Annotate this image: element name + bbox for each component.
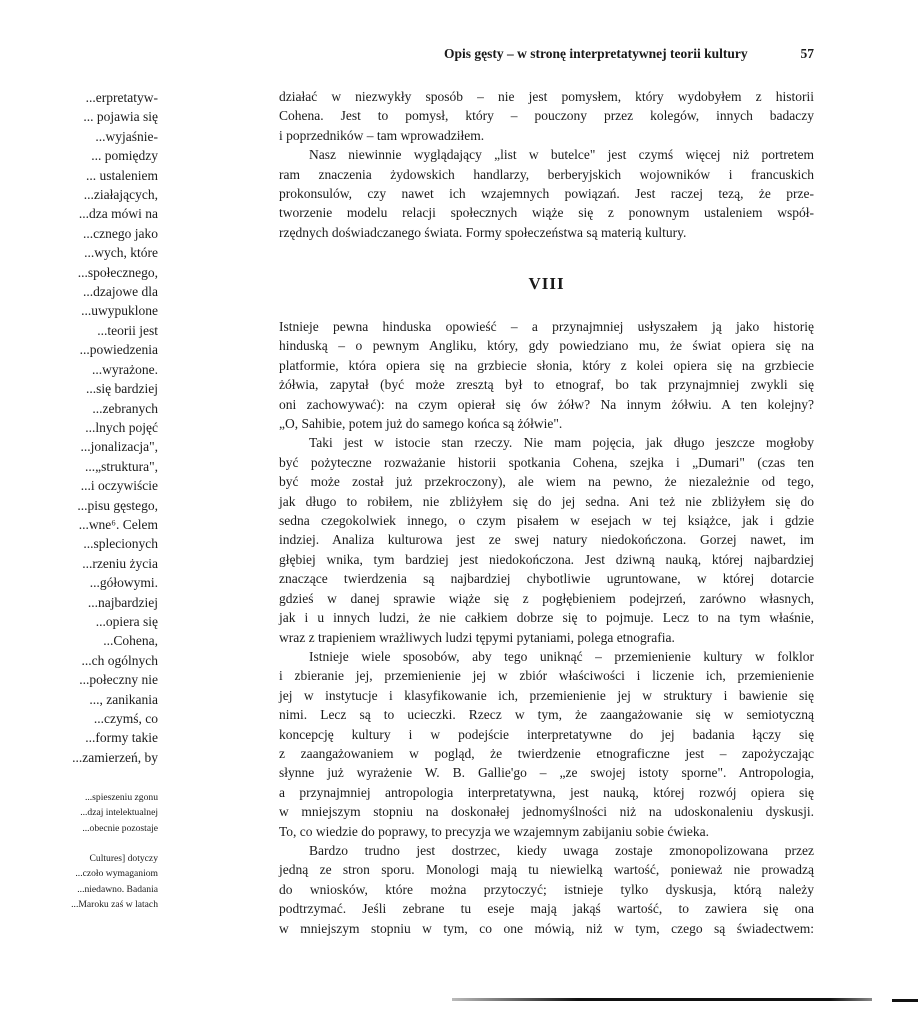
left-column-line: ...wne⁶. Celem	[78, 516, 158, 532]
left-column-line: ... pomiędzy	[91, 148, 158, 164]
text-line: Nasz niewinnie wyglądający „list w butelce" jest czymś więcej niż portretem	[309, 147, 814, 163]
page-number: 57	[800, 46, 814, 61]
left-column-line: ...Cohena,	[103, 633, 158, 649]
text-line: gdzieś w danej sprawie wiąże się z pogłębieniem podejrzeń, zarówno własnych,	[279, 590, 814, 606]
left-column-line: ...społecznego,	[77, 264, 158, 280]
bottom-rule	[452, 998, 872, 1001]
text-line: hinduską – o pewnym Angliku, który, gdy powiedziano mu, że świat opiera się na	[279, 338, 814, 354]
left-footnote-line: Cultures] dotyczy	[89, 853, 158, 865]
body-text-section	[279, 317, 814, 938]
left-column-line: ...dza mówi na	[78, 206, 158, 222]
left-column-line: ...wyjaśnie-	[95, 128, 158, 144]
text-line: żółwia, zapytał (być może zresztą był to etnograf, bo tak przynajmniej zwykli się	[279, 377, 814, 393]
text-line: „O, Sahibie, potem już do samego końca są żółwie".	[279, 416, 563, 432]
text-line: Bardzo trudno jest dostrzec, kiedy uwaga zostaje zmonopolizowana przez	[309, 842, 814, 858]
left-column-line: ...gółowymi.	[89, 575, 158, 591]
left-footnote-line	[0, 836, 158, 851]
left-footnote-line: ...obecnie pozostaje	[82, 822, 158, 834]
running-header	[444, 46, 814, 62]
left-column-line: ...wych, które	[84, 245, 158, 261]
left-column-line: ...wyrażone.	[92, 361, 158, 377]
left-column-line: ... pojawia się	[83, 109, 158, 125]
text-line: być może został już przekroczony), ale wiem na pewno, że niezależnie od tego,	[279, 474, 814, 490]
left-column-line: ...teorii jest	[97, 322, 158, 338]
left-column-line: ...połeczny nie	[79, 672, 158, 688]
bottom-rule-end	[892, 999, 918, 1002]
left-footnote-line: ...niedawno. Badania	[77, 883, 158, 895]
left-footnote-line: ...Maroku zaś w latach	[71, 899, 158, 911]
left-column-line: ...się bardziej	[86, 381, 158, 397]
left-column-line: ...lnych pojęć	[85, 419, 158, 435]
left-column-line: ...najbardziej	[87, 594, 158, 610]
text-line: w mniejszym stopniu na doskonałej jednomyślności niż na udoskonaleniu dyskusji.	[279, 804, 814, 820]
left-footnote-line: ...spieszeniu zgonu	[84, 792, 158, 803]
text-line: Cohena. Jest to pomysł, który – pouczony przez kolegów, innych badaczy	[279, 108, 814, 124]
text-line: indziej. Analiza kulturowa jest ze swej natury niedokończona. Gorzej nawet, im	[279, 532, 814, 548]
text-line: sedna czegokolwiek innego, o czym pisałem w esejach w tej książce, jak i gdzie	[279, 513, 814, 529]
text-line: Istnieje pewna hinduska opowieść – a przynajmniej usłyszałem ją jako historię	[279, 319, 814, 334]
left-column-line: ...rzeniu życia	[82, 555, 158, 571]
left-column-line: ...czymś, co	[93, 711, 158, 726]
left-column-line: ...uwypuklone	[81, 303, 158, 319]
left-column-line: ...„struktura",	[85, 458, 158, 474]
text-line: głębiej wnika, tym bardziej jest niedokończona. Jest dziwną nauką, której najbardziej	[279, 551, 814, 567]
left-footnote-line: ...czoło wymaganiom	[75, 868, 158, 880]
left-column-line: ...ch ogólnych	[81, 652, 158, 668]
text-line: To, co wiedzie do poprawy, to precyzja we wzajemnym zabijaniu sobie ćwieka.	[279, 823, 710, 839]
text-line: z zaangażowaniem w pogląd, że twierdzenie etnograficzne jest – zapożyczając	[279, 745, 814, 761]
text-line: oni zachowywać): na czym opierał się ów żółw? Na innym żółwiu. A ten kolejny?	[279, 396, 814, 412]
text-line: działać w niezwykły sposób – nie jest pomysłem, który wydobyłem z historii	[279, 89, 814, 104]
text-line: znaczące twierdzenia są najbardziej chybotliwie ugruntowane, w której dotarcie	[279, 571, 814, 587]
text-line: platformie, która opiera się na grzbiecie słonia, który z kolei opiera się na grzbiecie	[279, 357, 814, 373]
text-line: Istnieje wiele sposobów, aby tego uniknąć – przemienienie kultury w folklor	[309, 648, 814, 664]
left-column-line: ...erpretatyw-	[85, 90, 158, 105]
left-column-line: ...formy takie	[85, 730, 158, 746]
text-line: być pożyteczne rozważanie historii spotkania Cohena, szejka i „Dumari" (czas ten	[279, 454, 814, 470]
text-line: słynne już wyrażenie W. B. Gallie'go – „ze swojej istoty sporne". Antropologia,	[279, 765, 814, 781]
text-line: rzędnych doświadczanego świata. Formy społeczeństwa są materią kultury.	[279, 224, 687, 240]
text-line: koncepcję kultury i w podejście interpretatywne do jej badania łączy się	[279, 726, 814, 742]
text-line: do wniosków, które można przytoczyć; istnieje tylko dyskusja, którą należy	[279, 881, 814, 897]
text-line: podtrzymać. Jeśli zebrane tu eseje mają jakąś wartość, to zawiera się ona	[279, 901, 814, 917]
left-column-line: ...dzajowe dla	[83, 284, 158, 300]
left-column-line: ...powiedzenia	[79, 342, 158, 358]
text-line: jak i u innych ludzi, że nie całkiem dobrze się to pojmuje. Lecz to na tym właśnie,	[279, 610, 814, 626]
left-footnote-line: ...dzaj intelektualnej	[80, 807, 158, 819]
running-header-title: Opis gęsty – w stronę interpretatywnej teorii kultury	[444, 46, 748, 61]
previous-page-column	[0, 88, 158, 767]
left-column-line: ... ustaleniem	[86, 167, 158, 183]
left-column-line: ...ziałających,	[83, 187, 158, 203]
text-line: w mniejszym stopniu w tym, co one mówią, niż w tym, czego są świadectwem:	[279, 920, 814, 936]
left-column-line: ...i oczywiście	[80, 478, 158, 494]
text-line: jej w instytucje i klasyfikowanie ich, przemienienie jej w struktury i bawienie się	[279, 687, 814, 703]
left-column-line: ...pisu gęstego,	[77, 497, 158, 513]
left-column-line: ..., zanikania	[89, 691, 158, 707]
text-line: ram znaczenia żydowskich handlarzy, berberyjskich wojowników i francuskich	[279, 166, 814, 182]
left-column-line: ...cznego jako	[83, 225, 158, 241]
text-line: Taki jest w istocie stan rzeczy. Nie mam pojęcia, jak długo jeszcze mogłoby	[309, 435, 814, 451]
text-line: tworzenie modelu relacji społecznych wiąże się z ponownym ustaleniem współ-	[279, 205, 814, 221]
text-line: i poprzedników – tam wprowadziłem.	[279, 127, 485, 143]
body-text-top	[279, 87, 814, 242]
section-heading: VIII	[528, 274, 565, 293]
text-line: prokonsulów, czy nawet ich wzajemnych powiązań. Jest raczej tezą, że prze-	[279, 186, 814, 202]
text-line: jak długo to robiłem, nie zbliżyłem się do jej sedna. Ani też nie zbliżyłem się do	[279, 493, 814, 509]
text-line: jedną ze stron sporu. Monologi mają tu niewielką wartość, ponieważ nie prowadzą	[279, 862, 814, 878]
left-column-line: ...opiera się	[95, 613, 158, 629]
text-line: i zbieranie jej, przemienienie jej w zbiór właściwości i liczenie ich, przemienienie	[279, 668, 814, 684]
left-column-line: ...zamierzeń, by	[72, 749, 158, 765]
text-line: nimi. Lecz są to ucieczki. Rzecz w tym, że zaangażowanie się w semiotyczną	[279, 707, 814, 723]
text-line: a przynajmniej antropologia interpretatywna, jest nauką, której rozwój opiera się	[279, 784, 814, 800]
left-column-line: ...splecionych	[83, 536, 158, 552]
previous-page-footnotes	[0, 790, 158, 912]
left-column-line: ...zebranych	[92, 400, 158, 416]
text-line: wraz z trapieniem wrażliwych ludzi tępymi pytaniami, polega etnografia.	[279, 629, 675, 645]
left-column-line: ...jonalizacja",	[80, 439, 158, 455]
